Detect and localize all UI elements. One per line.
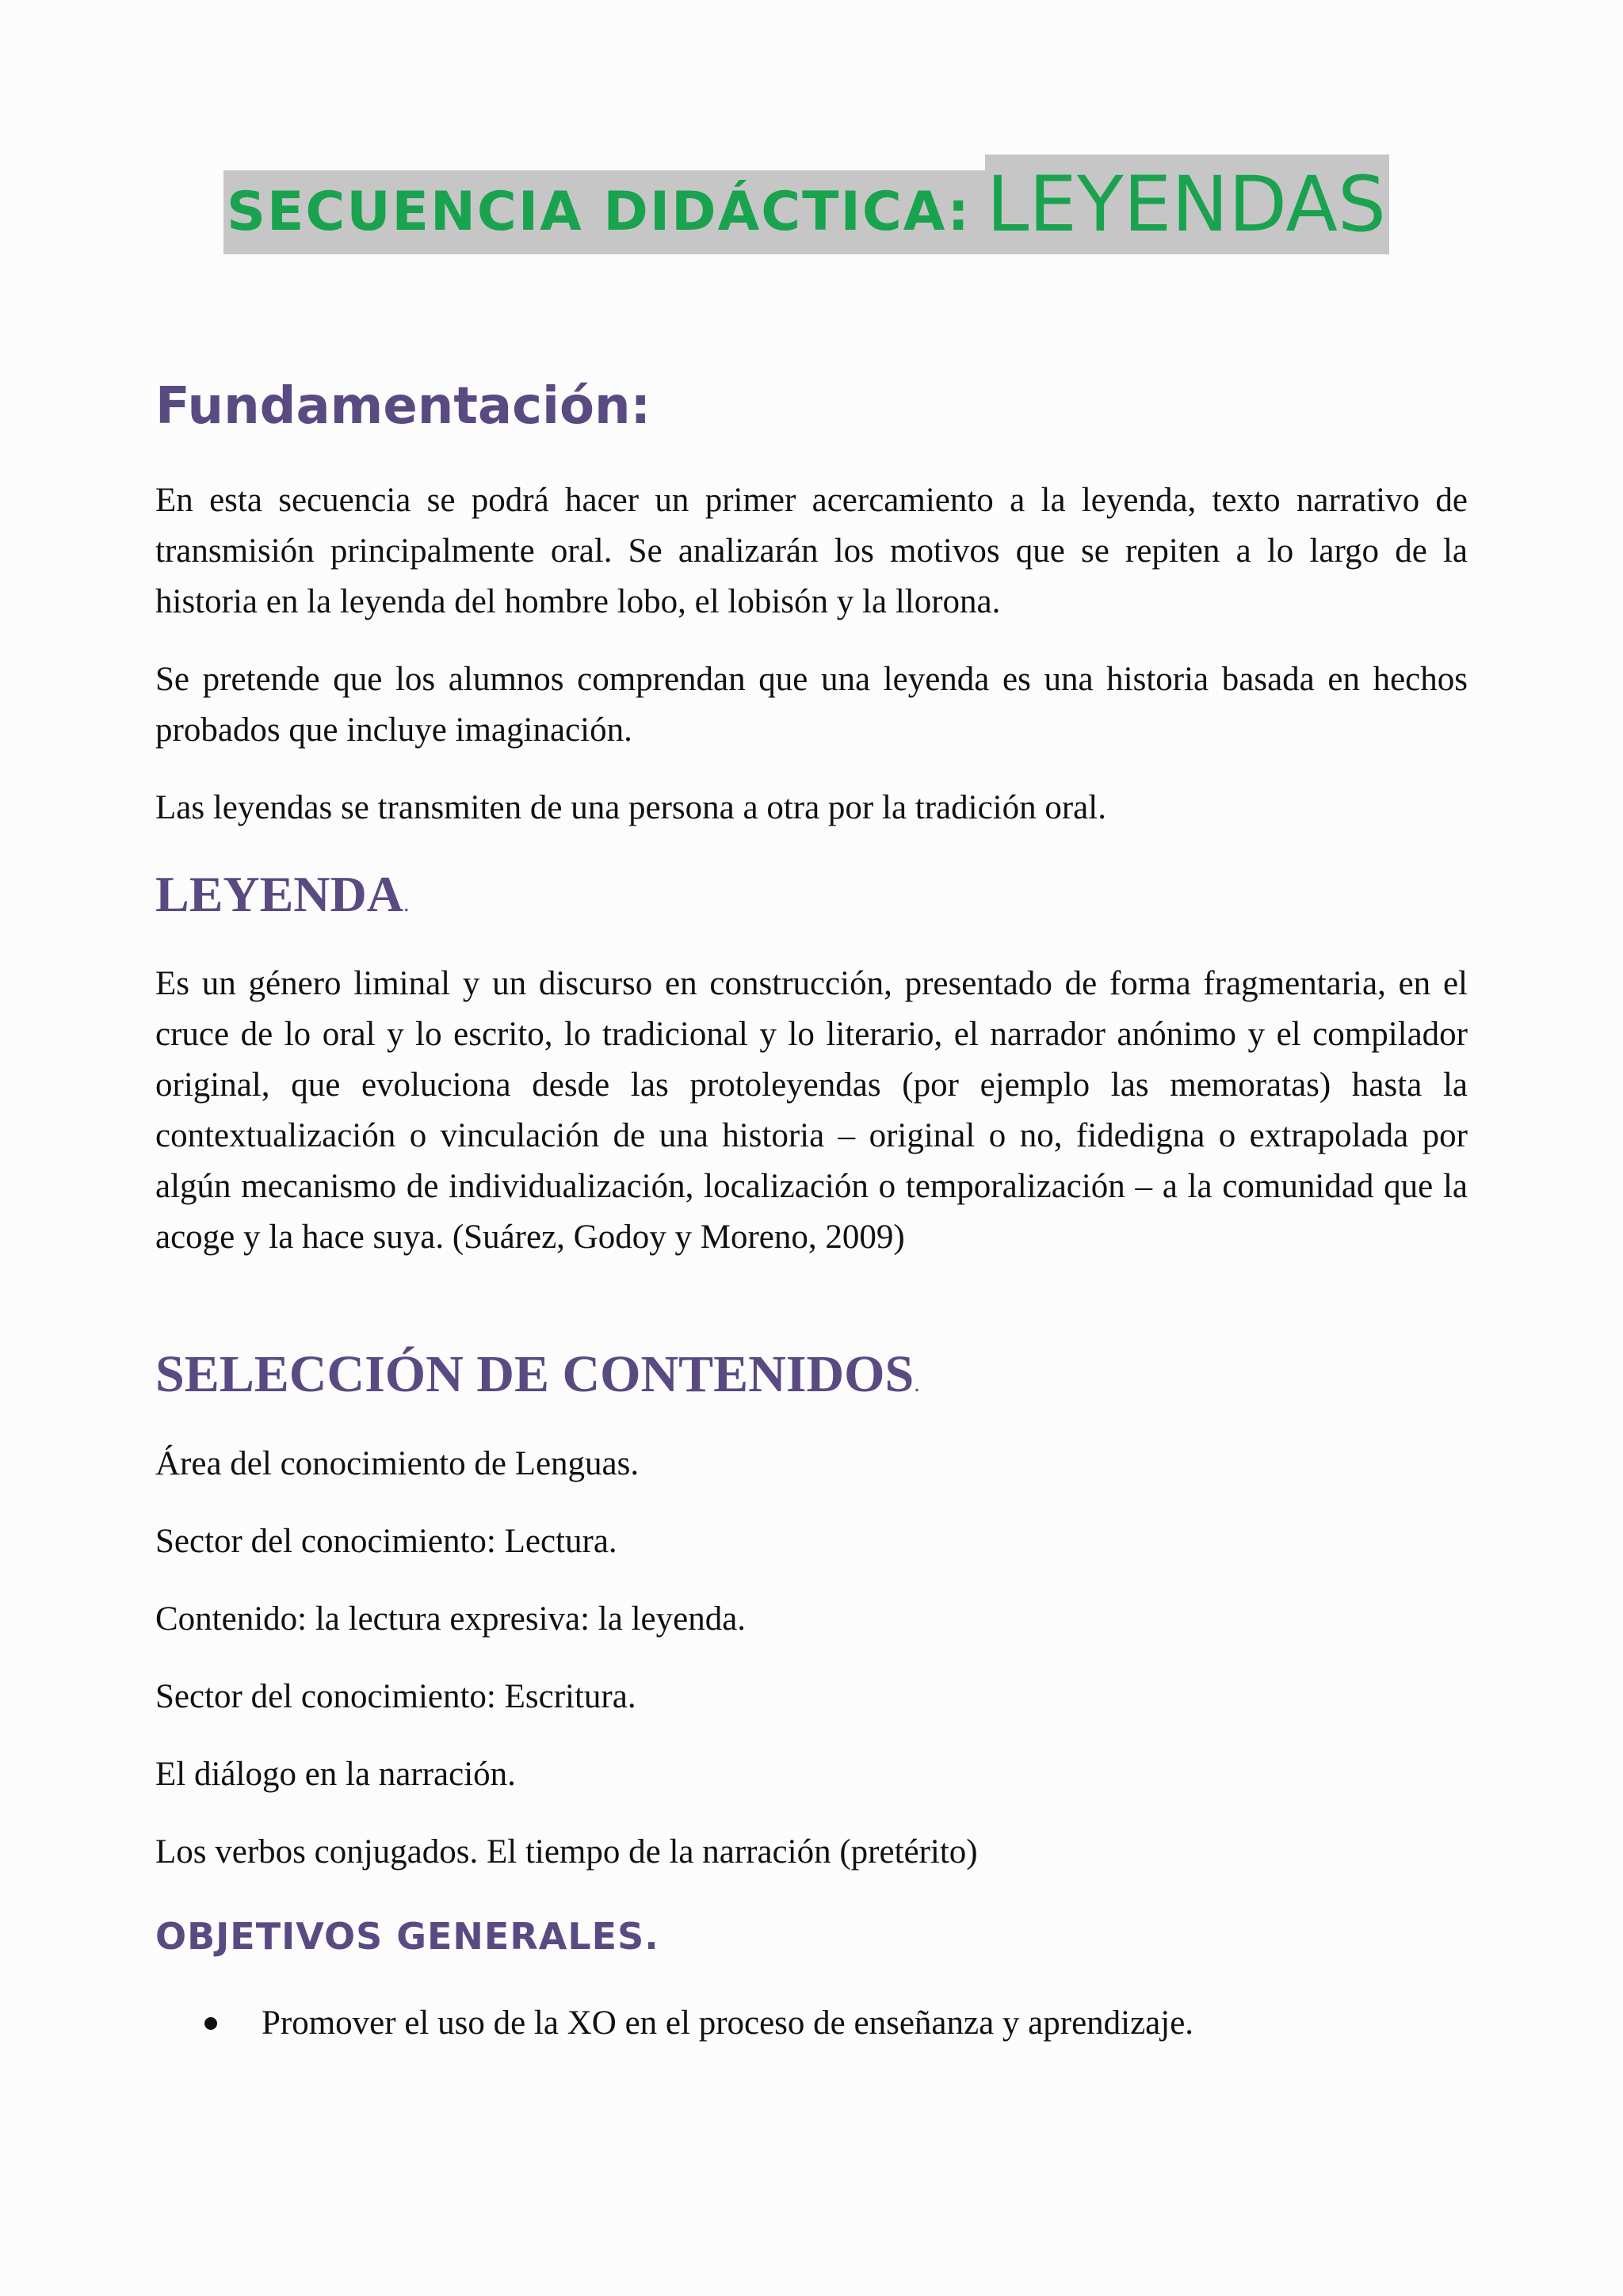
leyenda-heading: [155, 859, 409, 940]
contenidos-line-verbos: Los verbos conjugados. El tiempo de la narración (pretérito): [155, 1833, 978, 1871]
contenidos-heading: [155, 1339, 920, 1420]
contenidos-line-contenido: Contenido: la lectura expresiva: la leyenda.: [155, 1600, 747, 1638]
fundamentacion-paragraph-2: Se pretende que los alumnos comprendan que una leyenda es una historia basada en hechos probados que incluye imaginación.: [155, 661, 1468, 749]
contenidos-heading-dot: .: [914, 1371, 920, 1397]
objetivos-list-item: [204, 1998, 1193, 2049]
leyenda-heading-text: LEYENDA: [155, 866, 403, 922]
fundamentacion-heading: Fundamentación:: [155, 377, 651, 436]
contenidos-line-area: Área del conocimiento de Lenguas.: [155, 1445, 640, 1482]
fundamentacion-paragraph-3: Las leyendas se transmiten de una persona a otra por la tradición oral.: [155, 789, 1106, 826]
leyenda-paragraph: Es un género liminal y un discurso en construcción, presentado de forma fragmentaria, en el cruce de lo oral y lo escrito, lo tradicional y lo literario, el narrador anónimo y el compilador original, que evoluciona desde las protoleyendas (por ejemplo las memoratas) hasta la contextualización o vinculación de una historia – original o no, fidedigna o extrapolada por algún mecanismo de individualización, localización o temporalización – a la comunidad que la acoge y la hace suya. (Suárez, Godoy y Moreno, 2009): [155, 965, 1468, 1256]
objetivos-item-text: Promover el uso de la XO en el proceso de enseñanza y aprendizaje.: [262, 2004, 1194, 2042]
leyenda-heading-dot: .: [403, 891, 410, 917]
title-prefix: SECUENCIA DIDÁCTICA:: [223, 170, 985, 254]
objetivos-heading: OBJETIVOS GENERALES.: [155, 1915, 659, 1958]
title-topic: LEYENDAS: [985, 154, 1389, 254]
bullet-icon: [204, 2017, 217, 2030]
fundamentacion-paragraph-1: En esta secuencia se podrá hacer un primer acercamiento a la leyenda, texto narrativo de transmisión principalmente oral. Se analizarán los motivos que se repiten a lo largo de la historia en la leyenda del hombre lobo, el lobisón y la llorona.: [155, 482, 1468, 620]
contenidos-line-escritura: Sector del conocimiento: Escritura.: [155, 1678, 636, 1715]
contenidos-heading-text: SELECCIÓN DE CONTENIDOS: [155, 1345, 915, 1403]
document-title: [223, 154, 1389, 254]
contenidos-line-lectura: Sector del conocimiento: Lectura.: [155, 1523, 617, 1560]
contenidos-line-dialogo: El diálogo en la narración.: [155, 1756, 516, 1793]
